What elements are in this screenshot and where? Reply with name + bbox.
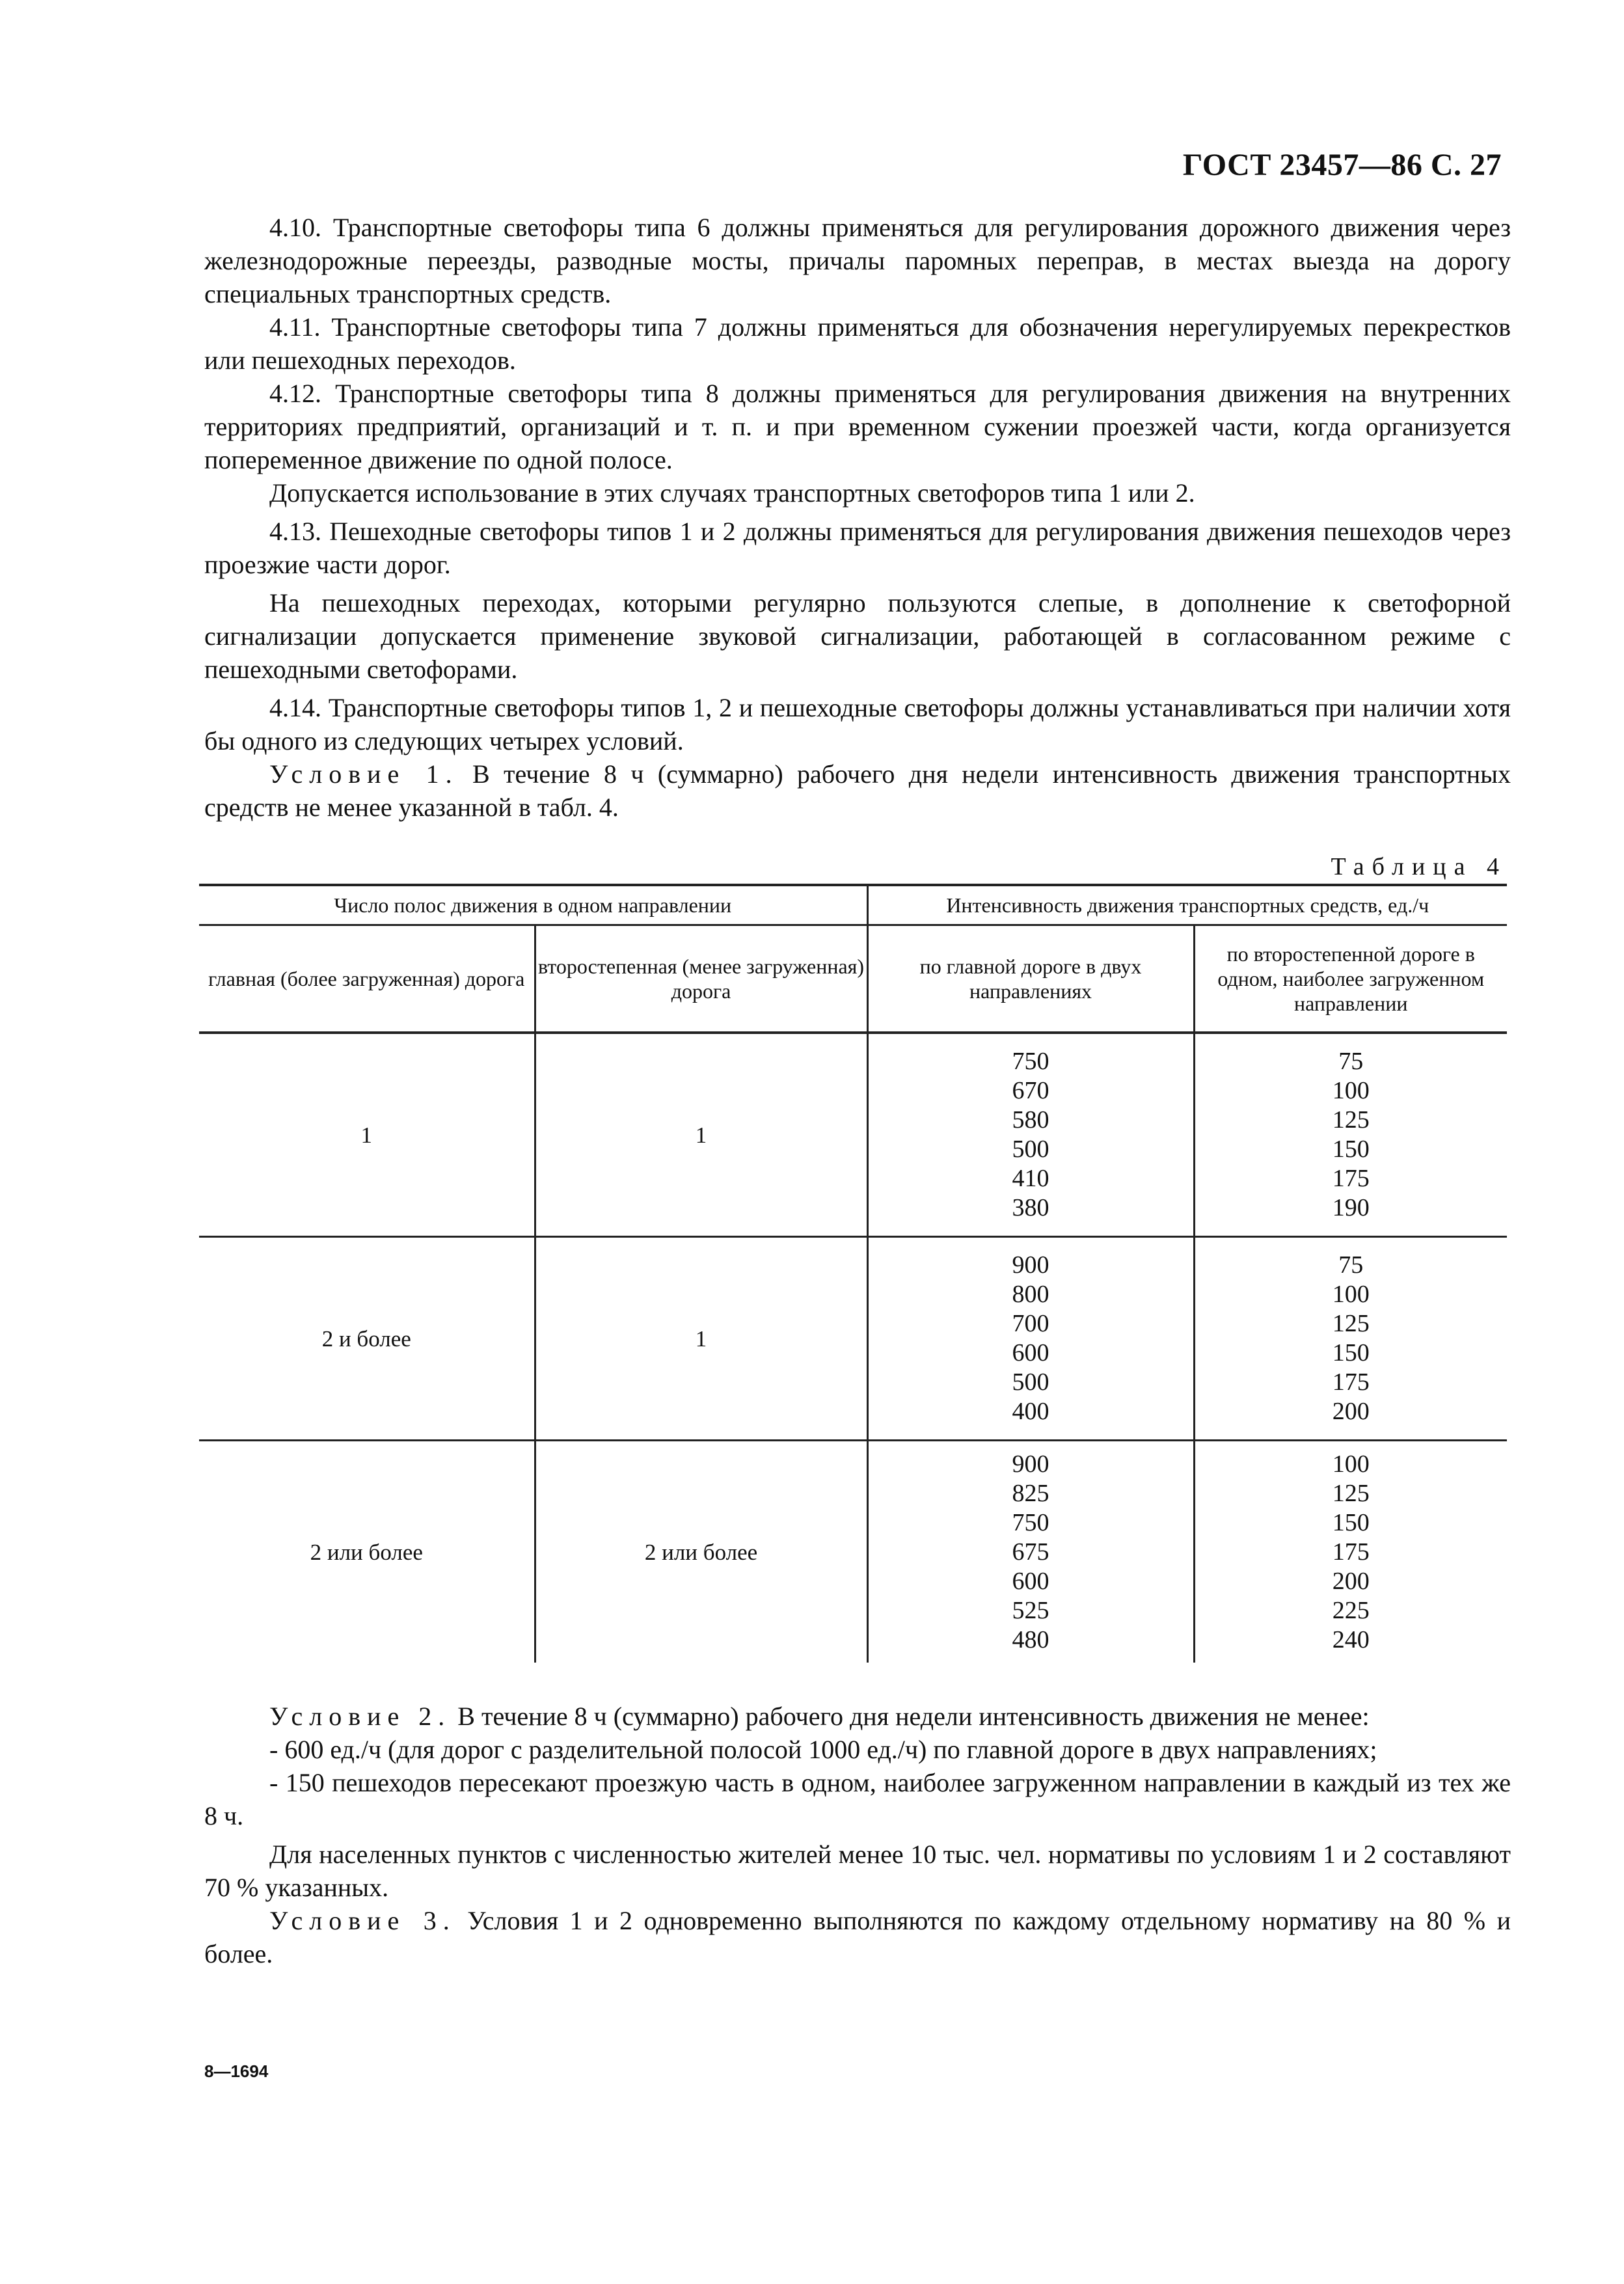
value: 675 [1012, 1538, 1049, 1566]
condition-2-item-1: - 600 ед./ч (для дорог с разделительной полосой 1000 ед./ч) по главной дороге в двух направлениях; [269, 1735, 1377, 1764]
cell-main-lanes: 2 или более [199, 1441, 535, 1663]
value: 825 [1012, 1479, 1049, 1507]
value: 75 [1338, 1251, 1364, 1279]
header-main-flow: по главной дороге в двух направлениях [867, 925, 1194, 1033]
condition-1 [204, 757, 1511, 824]
value: 100 [1332, 1281, 1370, 1308]
value: 125 [1332, 1310, 1370, 1337]
condition-3-text: Условия 1 и 2 одновременно выполняются по каждому отдельному нормативу на 80 % и более. [204, 1906, 1511, 1968]
value: 750 [1012, 1508, 1049, 1536]
value: 175 [1332, 1538, 1370, 1566]
value: 200 [1332, 1398, 1370, 1425]
value: 900 [1012, 1450, 1049, 1478]
value: 175 [1332, 1368, 1370, 1396]
cell-main-lanes: 2 и более [199, 1237, 535, 1441]
header-intensity: Интенсивность движения транспортных средств, ед./ч [867, 885, 1507, 925]
value: 525 [1012, 1596, 1049, 1624]
condition-3-label: Условие 3. [269, 1906, 456, 1935]
value: 225 [1332, 1596, 1370, 1624]
value: 670 [1012, 1077, 1049, 1104]
value: 500 [1012, 1368, 1049, 1396]
value: 240 [1332, 1625, 1370, 1653]
condition-2-item-2: - 150 пешеходов пересекают проезжую часть в одном, наиболее загруженном направлении в каждый из тех же 8 ч. [204, 1768, 1511, 1830]
cell-secondary-lanes: 1 [535, 1237, 867, 1441]
cell-secondary-flow [1194, 1033, 1507, 1237]
table-header-row-1 [199, 885, 1507, 925]
value: 150 [1332, 1135, 1370, 1163]
value: 75 [1338, 1048, 1364, 1075]
paragraph-allowance: Допускается использование в этих случаях транспортных светофоров типа 1 или 2. [269, 478, 1195, 508]
paragraph-4-10: 4.10. Транспортные светофоры типа 6 должны применяться для регулирования дорожного движения через железнодорожные переезды, разводные мосты, причалы паромных переправ, в местах выезда на дорогу специальных транспортных средств. [204, 213, 1511, 308]
value: 150 [1332, 1339, 1370, 1366]
value: 100 [1332, 1450, 1370, 1478]
table-header-row-2 [199, 925, 1507, 1033]
cell-secondary-lanes: 1 [535, 1033, 867, 1237]
value: 175 [1332, 1165, 1370, 1192]
value: 900 [1012, 1251, 1049, 1279]
cell-main-flow [867, 1033, 1194, 1237]
condition-1-label: Условие 1. [269, 759, 459, 789]
value: 600 [1012, 1339, 1049, 1366]
table-row [199, 1033, 1507, 1237]
header-lanes: Число полос движения в одном направлении [199, 885, 867, 925]
value: 700 [1012, 1310, 1049, 1337]
value: 800 [1012, 1281, 1049, 1308]
header-main-road: главная (более загруженная) дорога [199, 925, 535, 1033]
cell-main-flow [867, 1441, 1194, 1663]
value: 200 [1332, 1567, 1370, 1595]
paragraph-4-12: 4.12. Транспортные светофоры типа 8 должны применяться для регулирования движения на внутренних территориях предприятий, организаций и т. п. и при временном сужении проезжей части, когда организуется попеременное движение по одной полосе. [204, 379, 1511, 474]
value: 600 [1012, 1567, 1049, 1595]
table-row [199, 1441, 1507, 1663]
paragraph-4-13: 4.13. Пешеходные светофоры типов 1 и 2 должны применяться для регулирования движения пешеходов через проезжие части дорог. [204, 517, 1511, 579]
value: 100 [1332, 1077, 1370, 1104]
condition-2-text: В течение 8 ч (суммарно) рабочего дня недели интенсивность движения не менее: [457, 1702, 1370, 1731]
value: 410 [1012, 1165, 1049, 1192]
table-4 [199, 884, 1507, 1663]
value: 125 [1332, 1479, 1370, 1507]
after-table-text [204, 1700, 1511, 1970]
value: 190 [1332, 1194, 1370, 1221]
paragraph-4-14: 4.14. Транспортные светофоры типов 1, 2 и пешеходные светофоры должны устанавливаться при наличии хотя бы одного из следующих четырех условий. [204, 693, 1511, 755]
body-text [204, 211, 1511, 824]
page-footer-code: 8—1694 [204, 2061, 269, 2081]
cell-secondary-lanes: 2 или более [535, 1441, 867, 1663]
condition-1-text: В течение 8 ч (суммарно) рабочего дня недели интенсивность движения транспортных средств не менее указанной в табл. 4. [204, 759, 1511, 822]
page-header: ГОСТ 23457—86 С. 27 [1182, 148, 1502, 182]
header-secondary-flow: по второстепенной дороге в одном, наиболее загруженном направлении [1194, 925, 1507, 1033]
value: 380 [1012, 1194, 1049, 1221]
table-row [199, 1237, 1507, 1441]
value: 150 [1332, 1508, 1370, 1536]
cell-secondary-flow [1194, 1441, 1507, 1663]
paragraph-4-11: 4.11. Транспортные светофоры типа 7 должны применяться для обозначения нерегулируемых перекрестков или пешеходных переходов. [204, 312, 1511, 375]
value: 480 [1012, 1625, 1049, 1653]
note-small-settlements: Для населенных пунктов с численностью жителей менее 10 тыс. чел. нормативы по условиям 1 и 2 составляют 70 % указанных. [204, 1840, 1511, 1902]
value: 750 [1012, 1048, 1049, 1075]
paragraph-blind: На пешеходных переходах, которыми регулярно пользуются слепые, в дополнение к светофорной сигнализации допускается применение звуковой сигнализации, работающей в согласованном режиме с пешеходными светофорами. [204, 588, 1511, 684]
table-caption: Таблица 4 [1331, 853, 1507, 880]
condition-2-label: Условие 2. [269, 1702, 452, 1731]
value: 125 [1332, 1106, 1370, 1134]
cell-secondary-flow [1194, 1237, 1507, 1441]
condition-3 [204, 1904, 1511, 1970]
cell-main-flow [867, 1237, 1194, 1441]
value: 500 [1012, 1135, 1049, 1163]
condition-2 [204, 1700, 1511, 1733]
value: 400 [1012, 1398, 1049, 1425]
value: 580 [1012, 1106, 1049, 1134]
header-secondary-road: второстепенная (менее загруженная) дорога [535, 925, 867, 1033]
cell-main-lanes: 1 [199, 1033, 535, 1237]
